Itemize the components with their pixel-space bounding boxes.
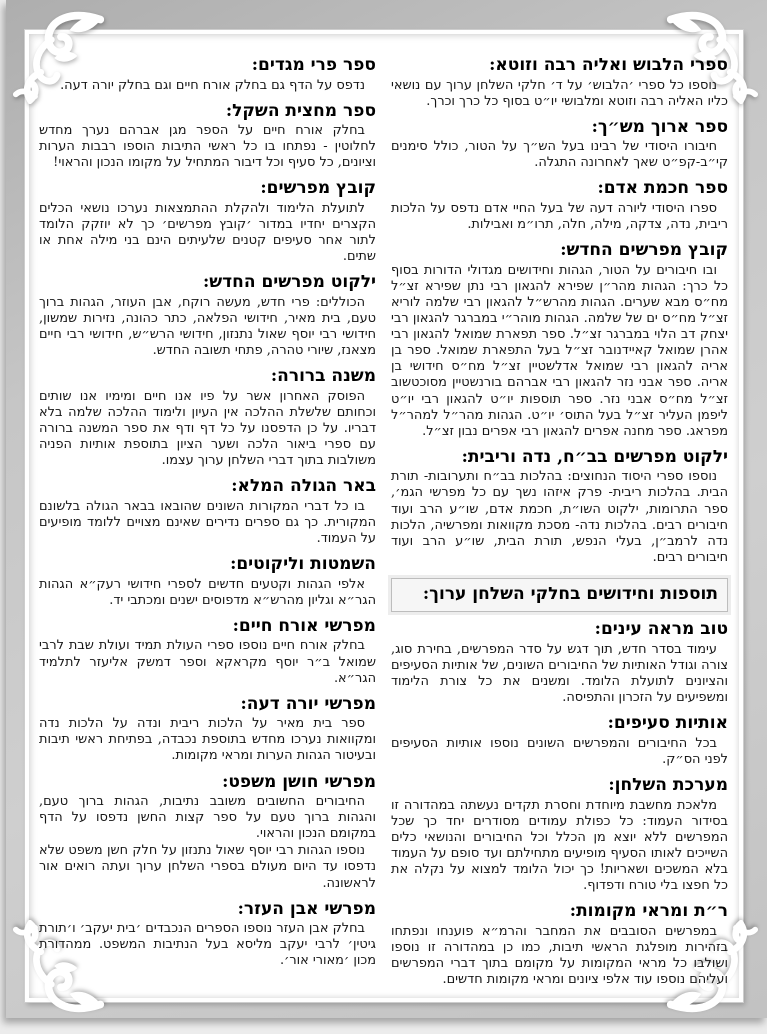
section-paragraph: בחלק אורח חיים נוספו ספרי העולת תמיד ועולת שבת לרבי שמואל ב״ר יוסף מקראקא וספר דמשק אליעזר לתלמיד הגר״א. — [39, 638, 376, 686]
section-heading: מערכת השלחן: — [608, 775, 728, 796]
section-paragraph: אלפי הגהות וקטעים חדשים לספרי חידושי רעק״א הגהות הגר״א וגליון מהרש״א מדפוסים ישנים ומכתבי יד. — [39, 576, 376, 608]
section-heading: מפרשי יורה דעה: — [240, 693, 376, 714]
section-heading: ספר ארוך מש״ך: — [591, 116, 728, 137]
section-paragraph: מלאכת מחשבת מיוחדת וחסרת תקדים נעשתה במהדורה זו בסידור העמוד: כל כפולת עמודים מסודרים יחד כך שכל המפרשים ללא יוצא מן הכלל וכל החיבורים והנושאי כלים השייכים לאותו הסעיף מופיעים מתחילתם ועד סופם על העמוד בלא המשכים ושאריות! כך יכול הלומד למצוא על נקלה את כל חפצו בלי טורח ודפדוף. — [391, 797, 728, 894]
section-heading: ספר מחצית השקל: — [225, 100, 376, 121]
section-heading: מפרשי אורח חיים: — [232, 615, 376, 636]
section-heading: ילקוט מפרשים החדש: — [203, 272, 376, 293]
section-paragraph: הכוללים: פרי חדש, מעשה רוקח, אבן העוזר, הגהות ברוך טעם, בית מאיר, חידושי הפלאה, כתר כהונה, נזירות שמשון, חידושי רבי יוסף שאול נתנזון, חידושי הרש״ש, חידושי רבי חיים מצאנז, שיורי טהרה, פתחי תשובה החדש. — [39, 294, 376, 359]
section-heading: ספר פרי מגדים: — [251, 55, 376, 75]
section-paragraph: בחלק אורח חיים על הספר מגן אברהם נערך מחדש לחלוטין - נפתחו בו כל ראשי התיבות הוספו רבבות הערות וציונים, כל סעיף וכל דיבור המתחיל על מקומו הנכון והראוי! — [39, 123, 376, 171]
section-heading: באר הגולה המלא: — [231, 476, 376, 497]
section-paragraph: חיבורו היסודי של רבינו בעל הש״ך על הטור, כולל סימנים קי״ב-קפ״ט שאך לאחרונה התגלה. — [391, 139, 728, 171]
section-paragraph: החיבורים החשובים משובב נתיבות, הגהות ברוך טעם, והגהות ברוך טעם על ספר קצות החשן נדפסו על הדף במקומם הנכון והראוי. — [39, 794, 376, 842]
section-heading: ילקוט מפרשים בב״ח, נדה וריבית: — [461, 446, 728, 467]
section-heading: מפרשי אבן העזר: — [237, 898, 376, 919]
section-paragraph: נוספו הגהות רבי יוסף שאול נתנזון על חלק חשן משפט שלא נדפסו עד היום מעולם בספרי השלחן ערוך ועתה רואים אור לראשונה. — [39, 843, 376, 891]
section-heading: אותיות סעיפים: — [607, 713, 728, 734]
section-paragraph: בו כל דברי המקורות השונים שהובאו בבאר הגולה בלשונם המקורית. כך גם ספרים נדירים שאינם מצויים ללומד מופיעים על העמוד. — [39, 498, 376, 547]
section-heading: קובץ מפרשים החדש: — [560, 240, 728, 261]
page-content — [39, 56, 728, 989]
section-paragraph: נדפס על הדף גם בחלק אורח חיים וגם בחלק יורה דעה. — [60, 77, 365, 93]
section-paragraph: נוספו ספרי היסוד הנחוצים: בהלכות בב״ח ותערובות- תורת הבית. בהלכות ריבית- פרק איזהו נשך עם כל מפרשי הגמ׳, ספר התרומות, ילקוט השו״ת, חכמת אדם, שו״ע הרב ועוד חיבורים רבים. בהלכות נדה- מסכת מקוואות ומפרשיה, הלכות נדה לרמב״ן, בעלי הנפש, תורת הבית, שו״ע הרב ועוד חיבורים רבים. — [391, 469, 728, 565]
section-paragraph: לתועלת הלימוד ולהקלת ההתמצאות נערכו נושאי הכלים הקצרים יחדיו במדור ׳קובץ מפרשים׳ כך לא יוזקק הלומד לתור אחר סעיפים קטנים שלעיתים הינם בני מילה אחת או שתים. — [39, 201, 376, 265]
section-paragraph: עימוד בסדר חדש, תוך דגש על סדר המפרשים, בחירת סוג, צורה וגודל האותיות של החיבורים השונים, של אותיות הסעיפים והציונים לתועלת הלומד. ומשנים את כל צורת הלימוד ומשפיעים על הזכרון והתפיסה. — [390, 641, 728, 706]
section-paragraph: בכל החיבורים והמפרשים השונים נוספו אותיות הסעיפים לפני הס״ק. — [391, 735, 728, 767]
section-paragraph: בחלק אבן העזר נוספו הספרים הנכבדים ׳בית יעקב׳ ו׳תורת גיטין׳ לרבי יעקב מליסא בעל הנתיבות המשפט. ממהדורת מכון ׳מאורי אור׳. — [39, 921, 376, 969]
section-paragraph: ספר בית מאיר על הלכות ריבית ונדה על הלכות נדה ומקוואות נערכו מחדש בתוספת נכבדה, בפתיחת ראשי תיבות ובעיטור הגהות הערות ומראי מקומות. — [39, 716, 376, 764]
column-right — [391, 56, 728, 989]
section-paragraph: במפרשים הסובבים את המחבר והרמ״א פוענחו ונפתחו בזהירות מופלגת הראשי תיבות, כמו כן במהדורה זו נוספו ושולבו כל מראי המקומות על מקומם בתוך דברי המפרשים ועליהם נוספו עוד אלפי ציונים ומראי מקומות חדשים. — [391, 923, 728, 988]
section-heading: השמטות וליקוטים: — [230, 554, 376, 575]
section-heading: ר״ת ומראי מקומות: — [569, 901, 728, 922]
boxed-heading: תוספות וחידושים בחלקי השלחן ערוך: — [391, 578, 728, 613]
section-paragraph: הפוסק האחרון אשר על פיו אנו חיים ומימיו אנו שותים וכחותם שלשלת ההלכה אין העיון ולימוד ההלכה שלמה בלא דבריו. על כן הדפסנו על כל דף ודף את ספר המשנה ברורה עם ספרי ביאור הלכה ושער הציון בתוספת אותיות הפניה משולבות בתוך דברי השלחן ערוך עצמו. — [39, 388, 376, 469]
column-left — [39, 56, 376, 989]
section-heading: קובץ מפרשים: — [260, 178, 376, 199]
section-paragraph: ובו חיבורים על הטור, הגהות וחידושים מגדולי הדורות בסוף כל כרך: הגהות מהר״ן שפירא להגאון רבי נתן שפירא זצ״ל מח״ס מבא שערים. הגהות מהרש״ל להגאון רבי שלמה לוריא זצ״ל מח״ס ים של שלמה. הגהות מוהר״י במברגר להגאון רבי יצחק דב הלוי במברגר זצ״ל. ספר תפארת שמואל להגאון רבי אהרן שמואל קאיידנובר זצ״ל בעל התפארת שמואל. ספר בן אריה להגאון רבי שמואל אדלשטיין זצ״ל מח״ס חידושי בן אריה. ספר אבני נזר להגאון רבי אברהם בורנשטיין מסוכטשוב זצ״ל מח״ס אבני נזר. ספר תוספות יו״ט להגאון רבי יו״ט ליפמן העליר זצ״ל בעל התוס׳ יו״ט. הגהות מהר״ל למהר״ל מפראג. ספר מחנה אפרים להגאון רבי אפרים נבון זצ״ל. — [391, 262, 728, 439]
section-paragraph: ספרו היסודי ליורה דעה של בעל החיי אדם נדפס על הלכות ריבית, נדה, צדקה, מילה, חלה, תרו״מ ואבילות. — [391, 201, 728, 233]
section-heading: משנה ברורה: — [270, 366, 376, 387]
section-heading: ספרי הלבוש ואליה רבה וזוטא: — [489, 55, 728, 75]
section-heading: טוב מראה עינים: — [594, 619, 728, 640]
section-paragraph: נוספו כל ספרי ׳הלבוש׳ על ד׳ חלקי השלחן ערוך עם נושאי כליו האליה רבה וזוטא ומלבושי יו״ט בסוף כל כרך וכרך. — [391, 77, 728, 109]
section-heading: מפרשי חושן משפט: — [222, 771, 376, 792]
section-heading: ספר חכמת אדם: — [597, 178, 728, 199]
